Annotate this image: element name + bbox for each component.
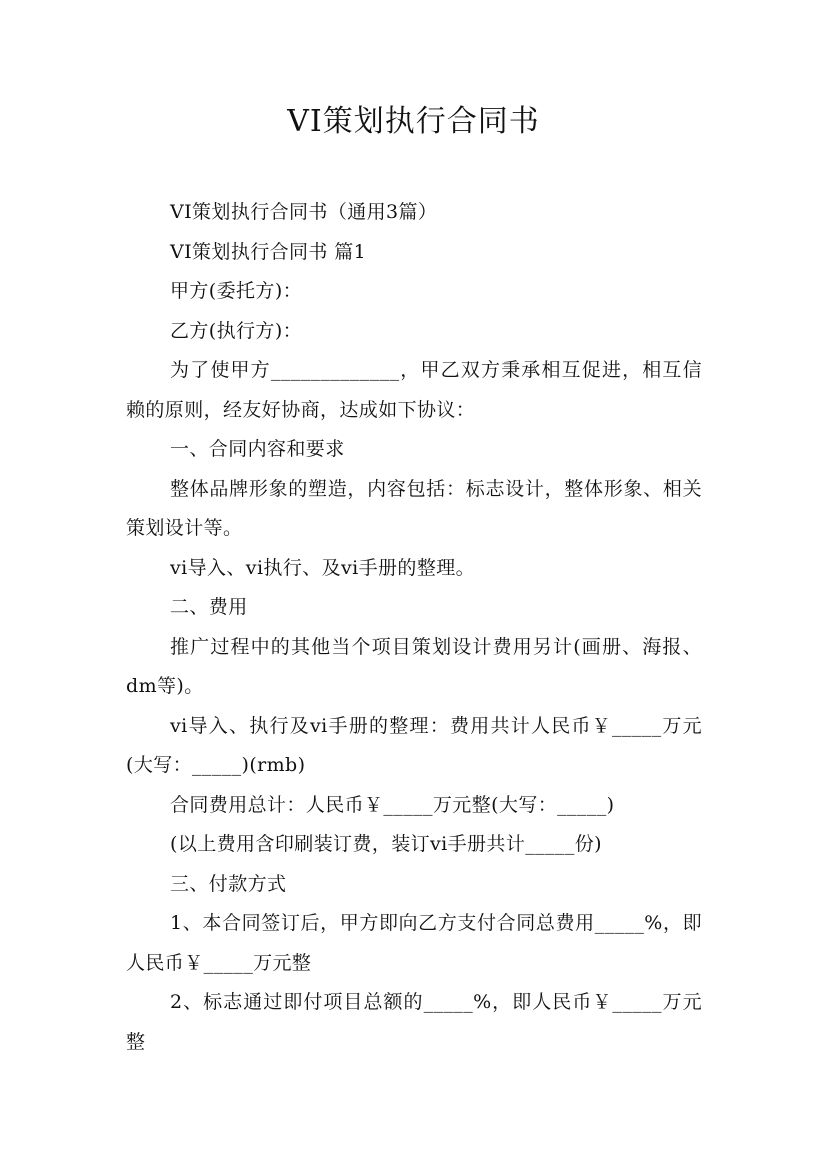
paragraph-payment-1: 1、本合同签订后，甲方即向乙方支付合同总费用_____%，即人民币￥_____万元整	[126, 912, 702, 974]
document-title: VI策划执行合同书	[287, 104, 540, 139]
paragraph-subtitle: VI策划执行合同书（通用3篇）	[170, 201, 438, 223]
paragraph-party-a: 甲方(委托方)：	[170, 280, 303, 302]
paragraph-other-fees: 推广过程中的其他当个项目策划设计费用另计(画册、海报、dm等)。	[126, 635, 702, 697]
paragraph-payment-2: 2、标志通过即付项目总额的_____%，即人民币￥_____万元整	[126, 991, 702, 1053]
paragraph-party-b: 乙方(执行方)：	[170, 319, 303, 342]
paragraph-heading-fees: 二、费用	[170, 596, 248, 618]
paragraph-heading-payment: 三、付款方式	[170, 872, 287, 895]
document-body	[126, 193, 702, 1062]
paragraph-vi-fees: vi导入、执行及vi手册的整理：费用共计人民币￥_____万元(大写：_____)(rmb)	[126, 714, 702, 776]
paragraph-total-fees: 合同费用总计：人民币￥_____万元整(大写：_____)	[170, 793, 615, 816]
paragraph-vi-tasks: vi导入、vi执行、及vi手册的整理。	[170, 556, 476, 579]
paragraph-preamble: 为了使甲方_____________，甲乙双方秉承相互促进，相互信赖的原则，经友好协商，达成如下协议：	[126, 359, 702, 421]
paragraph-section-heading: VI策划执行合同书 篇1	[170, 240, 367, 263]
paragraph-heading-content: 一、合同内容和要求	[170, 438, 345, 460]
paragraph-content-scope: 整体品牌形象的塑造，内容包括：标志设计，整体形象、相关策划设计等。	[126, 477, 702, 539]
paragraph-fees-note: (以上费用含印刷装订费，装订vi手册共计_____份)	[170, 833, 602, 855]
